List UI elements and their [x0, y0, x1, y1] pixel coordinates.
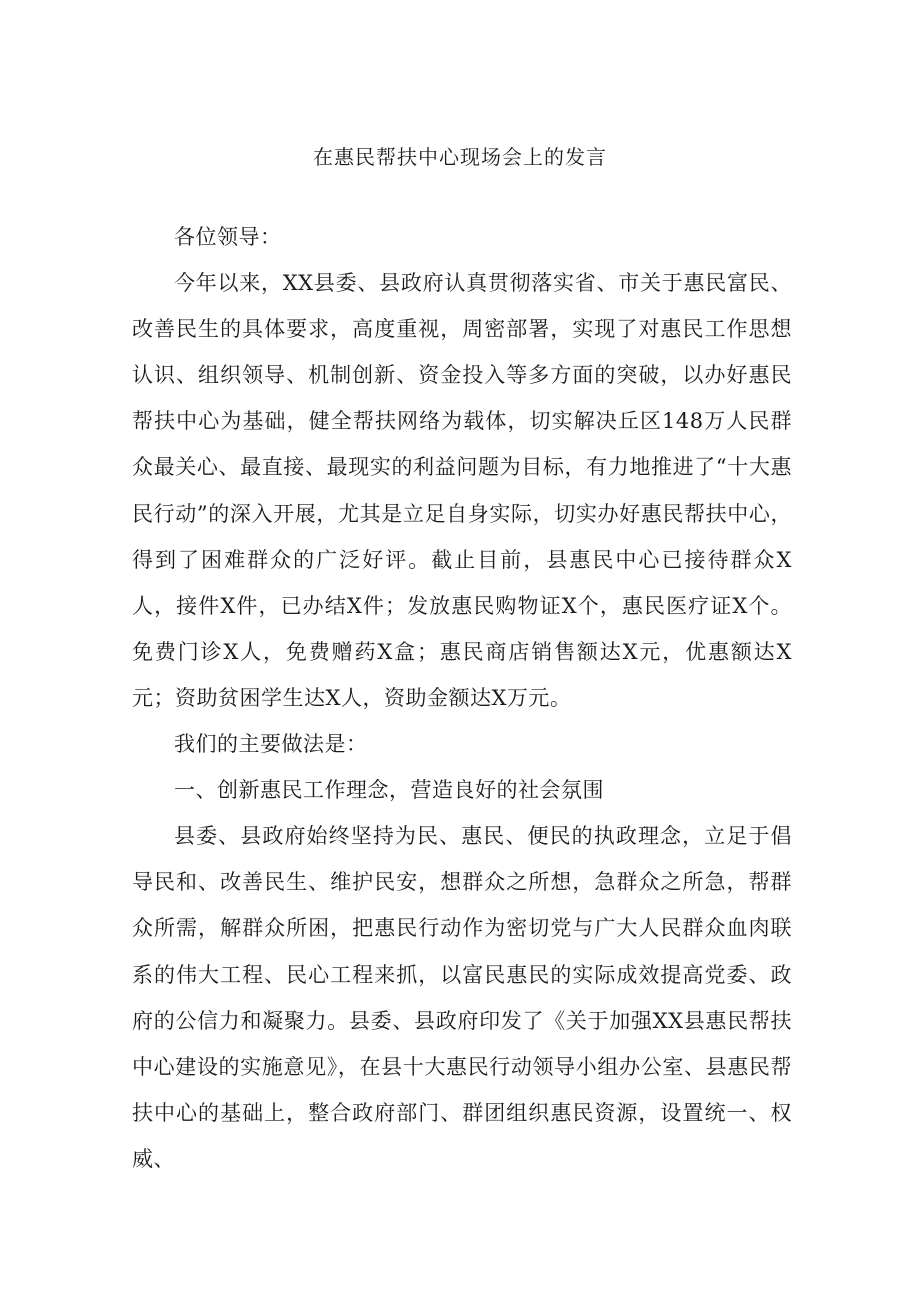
salutation: 各位领导：	[174, 225, 282, 249]
paragraph-main-practices: 我们的主要做法是：	[174, 732, 368, 757]
document-body	[132, 214, 792, 1182]
paragraph-section-1: 县委、县政府始终坚持为民、惠民、便民的执政理念，立足于倡导民和、改善民生、维护民安，想群众之所想，急群众之所急，帮群众所需，解群众所困，把惠民行动作为密切党与广大人民群众血肉联系的伟大工程、民心工程来抓，以富民惠民的实际成效提高党委、政府的公信力和凝聚力。县委、县政府印发了《关于加强XX县惠民帮扶中心建设的实施意见》，在县十大惠民行动领导小组办公室、县惠民帮扶中心的基础上，整合政府部门、群团组织惠民资源，设置统一、权威、	[132, 824, 792, 1171]
section-heading-1: 一、创新惠民工作理念，营造良好的社会氛围	[174, 778, 604, 803]
paragraph-intro: 今年以来，XX县委、县政府认真贯彻落实省、市关于惠民富民、改善民生的具体要求，高度重视，周密部署，实现了对惠民工作思想认识、组织领导、机制创新、资金投入等多方面的突破，以办好惠民帮扶中心为基础，健全帮扶网络为载体，切实解决丘区148万人民群众最关心、最直接、最现实的利益问题为目标，有力地推进了“十大惠民行动”的深入开展，尤其是立足自身实际，切实办好惠民帮扶中心，得到了困难群众的广泛好评。截止目前，县惠民中心已接待群众X人，接件X件，已办结X件；发放惠民购物证X个，惠民医疗证X个。免费门诊X人，免费赠药X盒；惠民商店销售额达X元，优惠额达X元；资助贫困学生达X人，资助金额达X万元。	[132, 271, 792, 710]
document-title: 在惠民帮扶中心现场会上的发言	[313, 145, 607, 169]
